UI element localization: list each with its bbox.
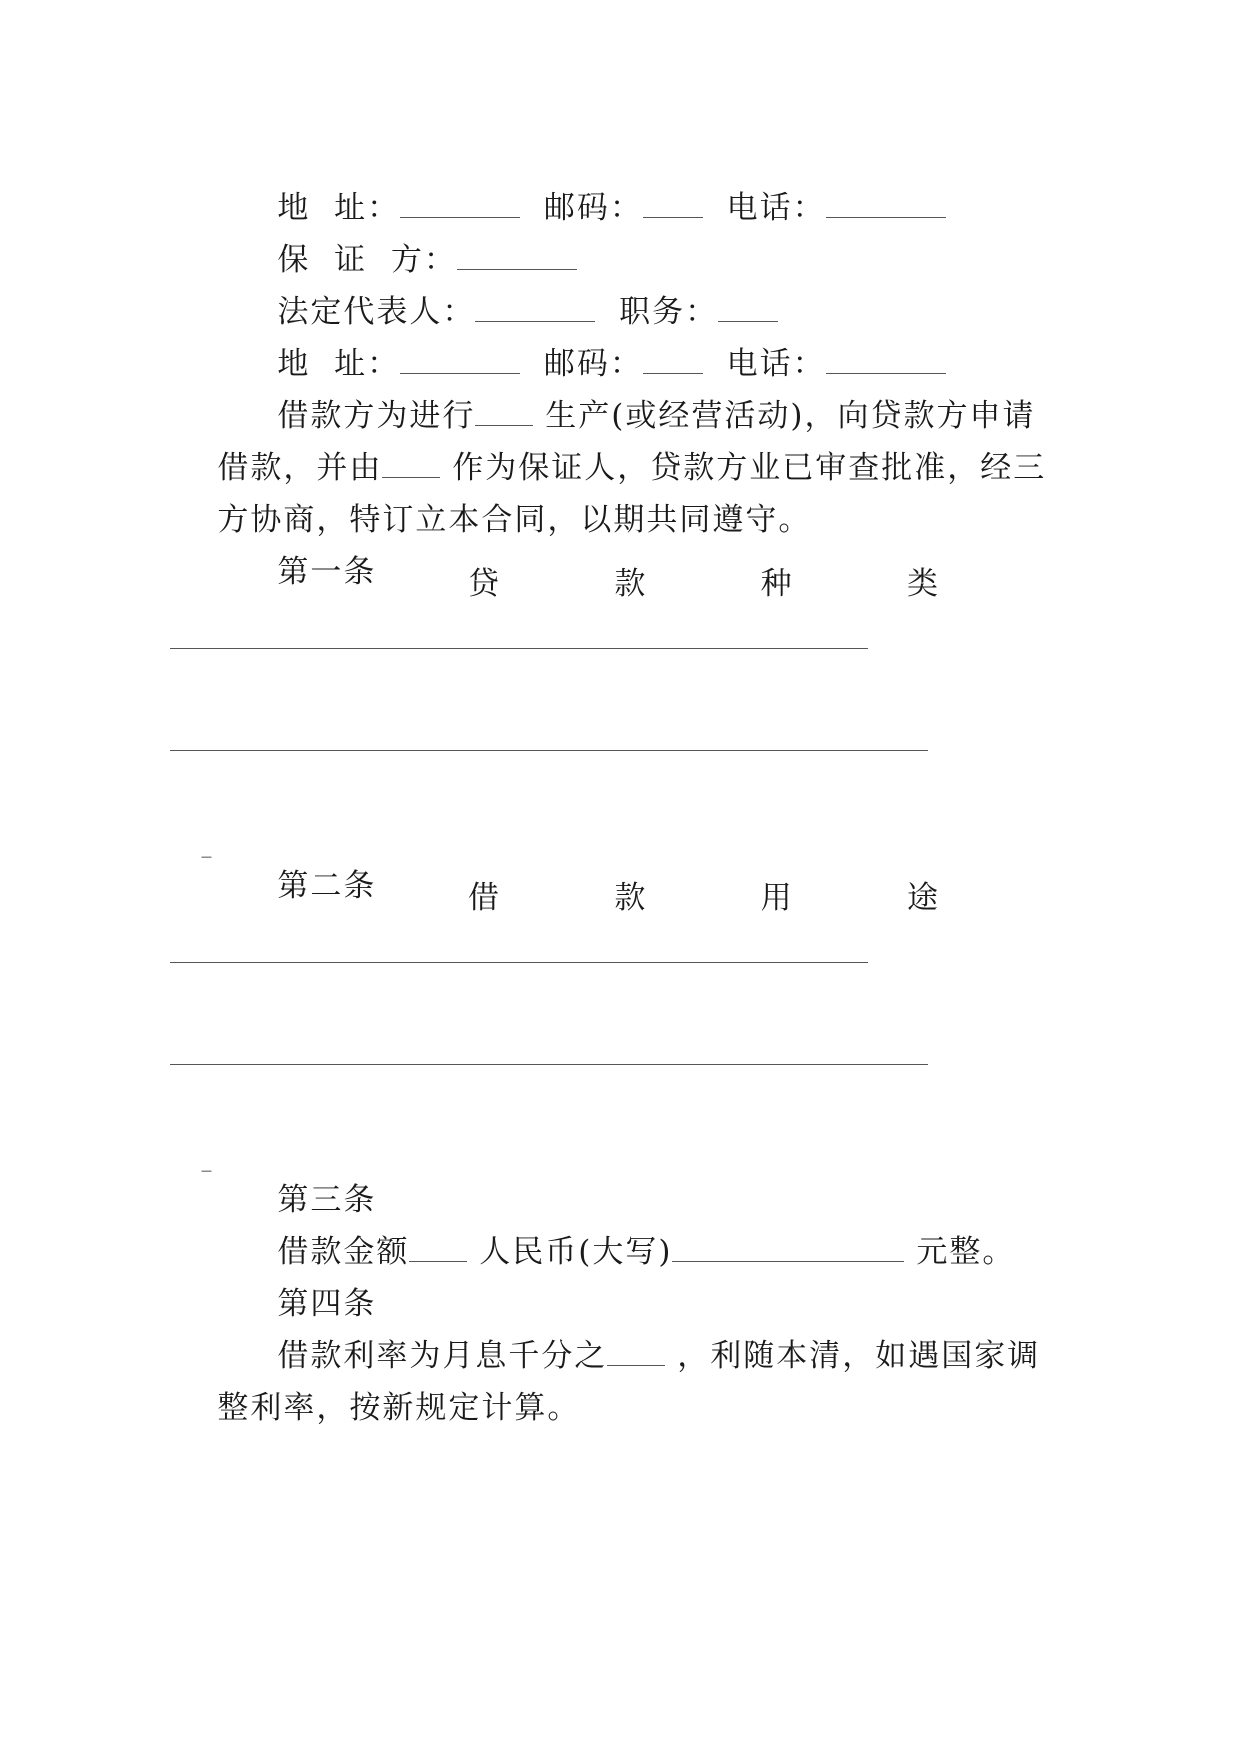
intro-text: 作为保证人，贷款方业已审查批准，经三 — [440, 450, 1047, 486]
spaced-char: 途 — [906, 880, 938, 916]
article-1-heading — [230, 512, 376, 632]
legal-rep-label: 法定代表人： — [277, 294, 476, 330]
rate-text: 借款利率为月息千分之 — [277, 1338, 608, 1374]
rate-text: 整利率，按新规定计算。 — [217, 1390, 581, 1426]
spaced-char: 款 — [614, 566, 646, 602]
zip-label: 邮码： — [543, 346, 643, 382]
article-title: 第四条 — [277, 1286, 377, 1322]
rate-blank[interactable] — [607, 1357, 665, 1366]
loan-purpose-blank-tail — [168, 1100, 213, 1220]
spaced-char: 种 — [760, 566, 792, 602]
position-label: 职务： — [619, 294, 719, 330]
phone-label: 电话： — [726, 190, 826, 226]
loan-purpose-blank-2[interactable] — [170, 1064, 928, 1065]
underscore-tail: _ — [201, 834, 214, 858]
interest-rate-line-2 — [170, 1348, 580, 1468]
loan-purpose-label — [468, 878, 938, 918]
intro-text: 生产(或经营活动)，向贷款方申请 — [533, 398, 1036, 434]
article-title: 第一条 — [277, 554, 377, 590]
phone-label: 电话： — [726, 346, 826, 382]
amount-text: 借款金额 — [277, 1234, 410, 1270]
loan-type-blank-1[interactable] — [170, 648, 868, 649]
amount-words-blank[interactable] — [672, 1253, 904, 1262]
address-label: 地 址： — [277, 346, 401, 382]
loan-type-blank-2[interactable] — [170, 750, 928, 751]
article-title: 第三条 — [277, 1182, 377, 1218]
article-2-heading — [230, 826, 376, 946]
zip-label: 邮码： — [543, 190, 643, 226]
loan-purpose-blank-1[interactable] — [170, 962, 868, 963]
spaced-char: 借 — [468, 880, 499, 916]
address-label: 地 址： — [277, 190, 401, 226]
phone-blank[interactable] — [826, 209, 946, 218]
article-title: 第二条 — [277, 868, 377, 904]
zip-blank[interactable] — [643, 209, 703, 218]
underscore-tail: _ — [201, 1148, 214, 1172]
spaced-char: 用 — [760, 880, 792, 916]
amount-text: 人民币(大写) — [467, 1234, 673, 1270]
guarantor-label: 保 证 方： — [277, 242, 457, 278]
intro-text: 方协商，特订立本合同，以期共同遵守。 — [217, 502, 812, 538]
loan-type-blank-tail — [168, 786, 213, 906]
amount-blank[interactable] — [409, 1253, 467, 1262]
intro-text: 借款，并由 — [217, 450, 383, 486]
loan-type-label — [468, 564, 938, 604]
spaced-char: 款 — [614, 880, 646, 916]
spaced-char: 类 — [906, 566, 938, 602]
spaced-char: 贷 — [468, 566, 499, 602]
amount-text: 元整。 — [904, 1234, 1016, 1270]
intro-text: 借款方为进行 — [277, 398, 476, 434]
rate-text: ，利随本清，如遇国家调 — [665, 1338, 1041, 1374]
